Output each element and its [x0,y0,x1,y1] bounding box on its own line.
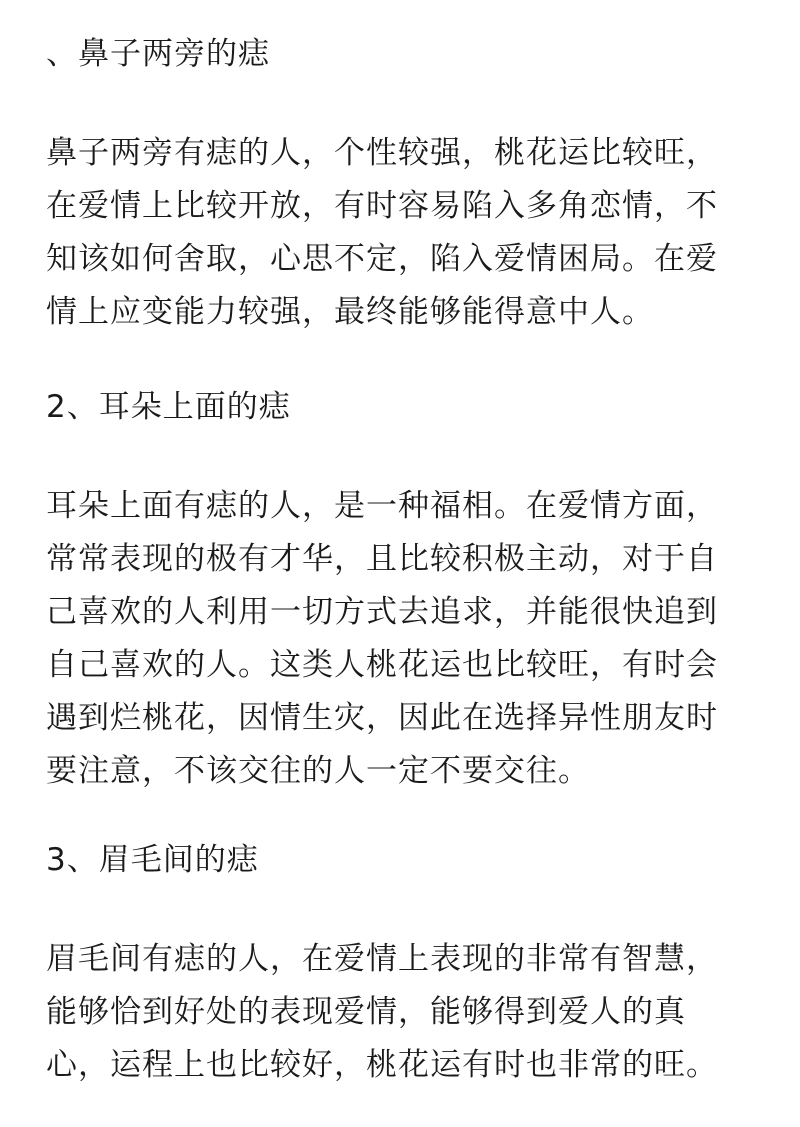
paragraph-line: 在爱情上比较开放，有时容易陷入多角恋情，不 [46,188,718,224]
section-paragraph-nose-moles [46,127,718,339]
paragraph-line: 心，运程上也比较好，桃花运有时也非常的旺。 [46,1047,718,1083]
paragraph-line: 知该如何舍取，心思不定，陷入爱情困局。在爱 [46,241,718,277]
section-heading-ear-moles: 2、耳朵上面的痣 [46,389,291,425]
section-paragraph-eyebrow-moles [46,933,718,1092]
paragraph-line: 耳朵上面有痣的人，是一种福相。在爱情方面， [46,488,718,524]
paragraph-line: 鼻子两旁有痣的人，个性较强，桃花运比较旺， [46,135,718,171]
section-heading-eyebrow-moles: 3、眉毛间的痣 [46,842,259,878]
paragraph-line: 自己喜欢的人。这类人桃花运也比较旺，有时会 [46,647,718,683]
paragraph-line: 己喜欢的人利用一切方式去追求，并能很快追到 [46,594,718,630]
paragraph-line: 要注意，不该交往的人一定不要交往。 [46,753,590,789]
section-paragraph-ear-moles [46,480,718,798]
paragraph-line: 情上应变能力较强，最终能够能得意中人。 [46,294,654,330]
paragraph-line: 遇到烂桃花，因情生灾，因此在选择异性朋友时 [46,700,718,736]
paragraph-line: 能够恰到好处的表现爱情，能够得到爱人的真 [46,994,686,1030]
paragraph-line: 常常表现的极有才华，且比较积极主动，对于自 [46,541,718,577]
paragraph-line: 眉毛间有痣的人，在爱情上表现的非常有智慧， [46,941,718,977]
section-heading-nose-moles: 、鼻子两旁的痣 [46,36,270,72]
